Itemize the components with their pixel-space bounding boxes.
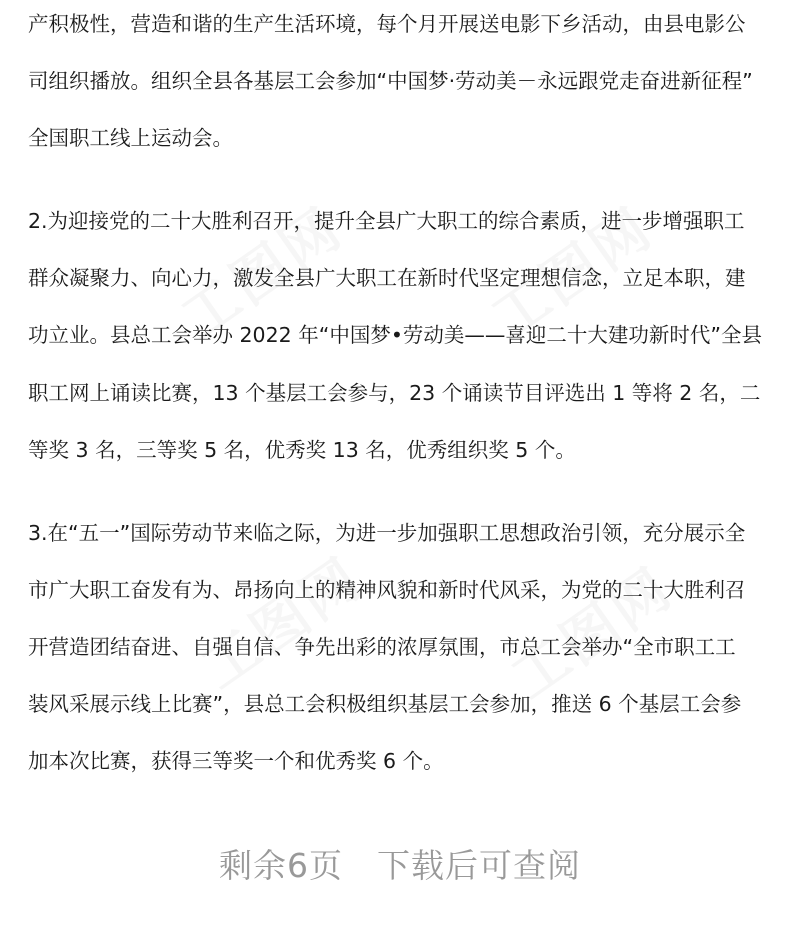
paragraph-2-line-4: 职工网上诵读比赛，13 个基层工会参与，23 个诵读节目评选出 1 等将 2 名，二 [28, 381, 761, 405]
paragraph-3-line-2: 市广大职工奋发有为、昂扬向上的精神风貌和新时代风采，为党的二十大胜利召 [28, 578, 746, 602]
paragraph-1-line-2: 司组织播放。组织全县各基层工会参加“中国梦·劳动美－永远跟党走奋进新征程” [28, 69, 753, 93]
paragraph-3-line-5: 加本次比赛，获得三等奖一个和优秀奖 6 个。 [28, 749, 444, 773]
paragraph-3-line-4: 装风采展示线上比赛”，县总工会积极组织基层工会参加，推送 6 个基层工会参 [28, 692, 742, 716]
paragraph-2-line-5: 等奖 3 名，三等奖 5 名，优秀奖 13 名，优秀组织奖 5 个。 [28, 438, 576, 462]
watermark [183, 536, 376, 705]
watermark [493, 546, 686, 715]
paragraph-2-line-1: 2.为迎接党的二十大胜利召开，提升全县广大职工的综合素质，进一步增强职工 [28, 209, 745, 233]
paragraph-1-line-1: 产积极性，营造和谐的生产生活环境，每个月开展送电影下乡活动，由县电影公 [28, 12, 746, 36]
paragraph-1-line-3: 全国职工线上运动会。 [28, 126, 233, 150]
paragraph-3-line-1: 3.在“五一”国际劳动节来临之际，为进一步加强职工思想政治引领，充分展示全 [28, 521, 746, 545]
paragraph-2-line-3: 功立业。县总工会举办 2022 年“中国梦•劳动美——喜迎二十大建功新时代”全县 [28, 323, 763, 347]
paragraph-2-line-2: 群众凝聚力、向心力，激发全县广大职工在新时代坚定理想信念，立足本职，建 [28, 266, 746, 290]
remaining-pages-notice[interactable]: 剩余6页 下载后可查阅 [219, 846, 581, 885]
paragraph-3-line-3: 开营造团结奋进、自强自信、争先出彩的浓厚氛围，市总工会举办“全市职工工 [28, 635, 736, 659]
